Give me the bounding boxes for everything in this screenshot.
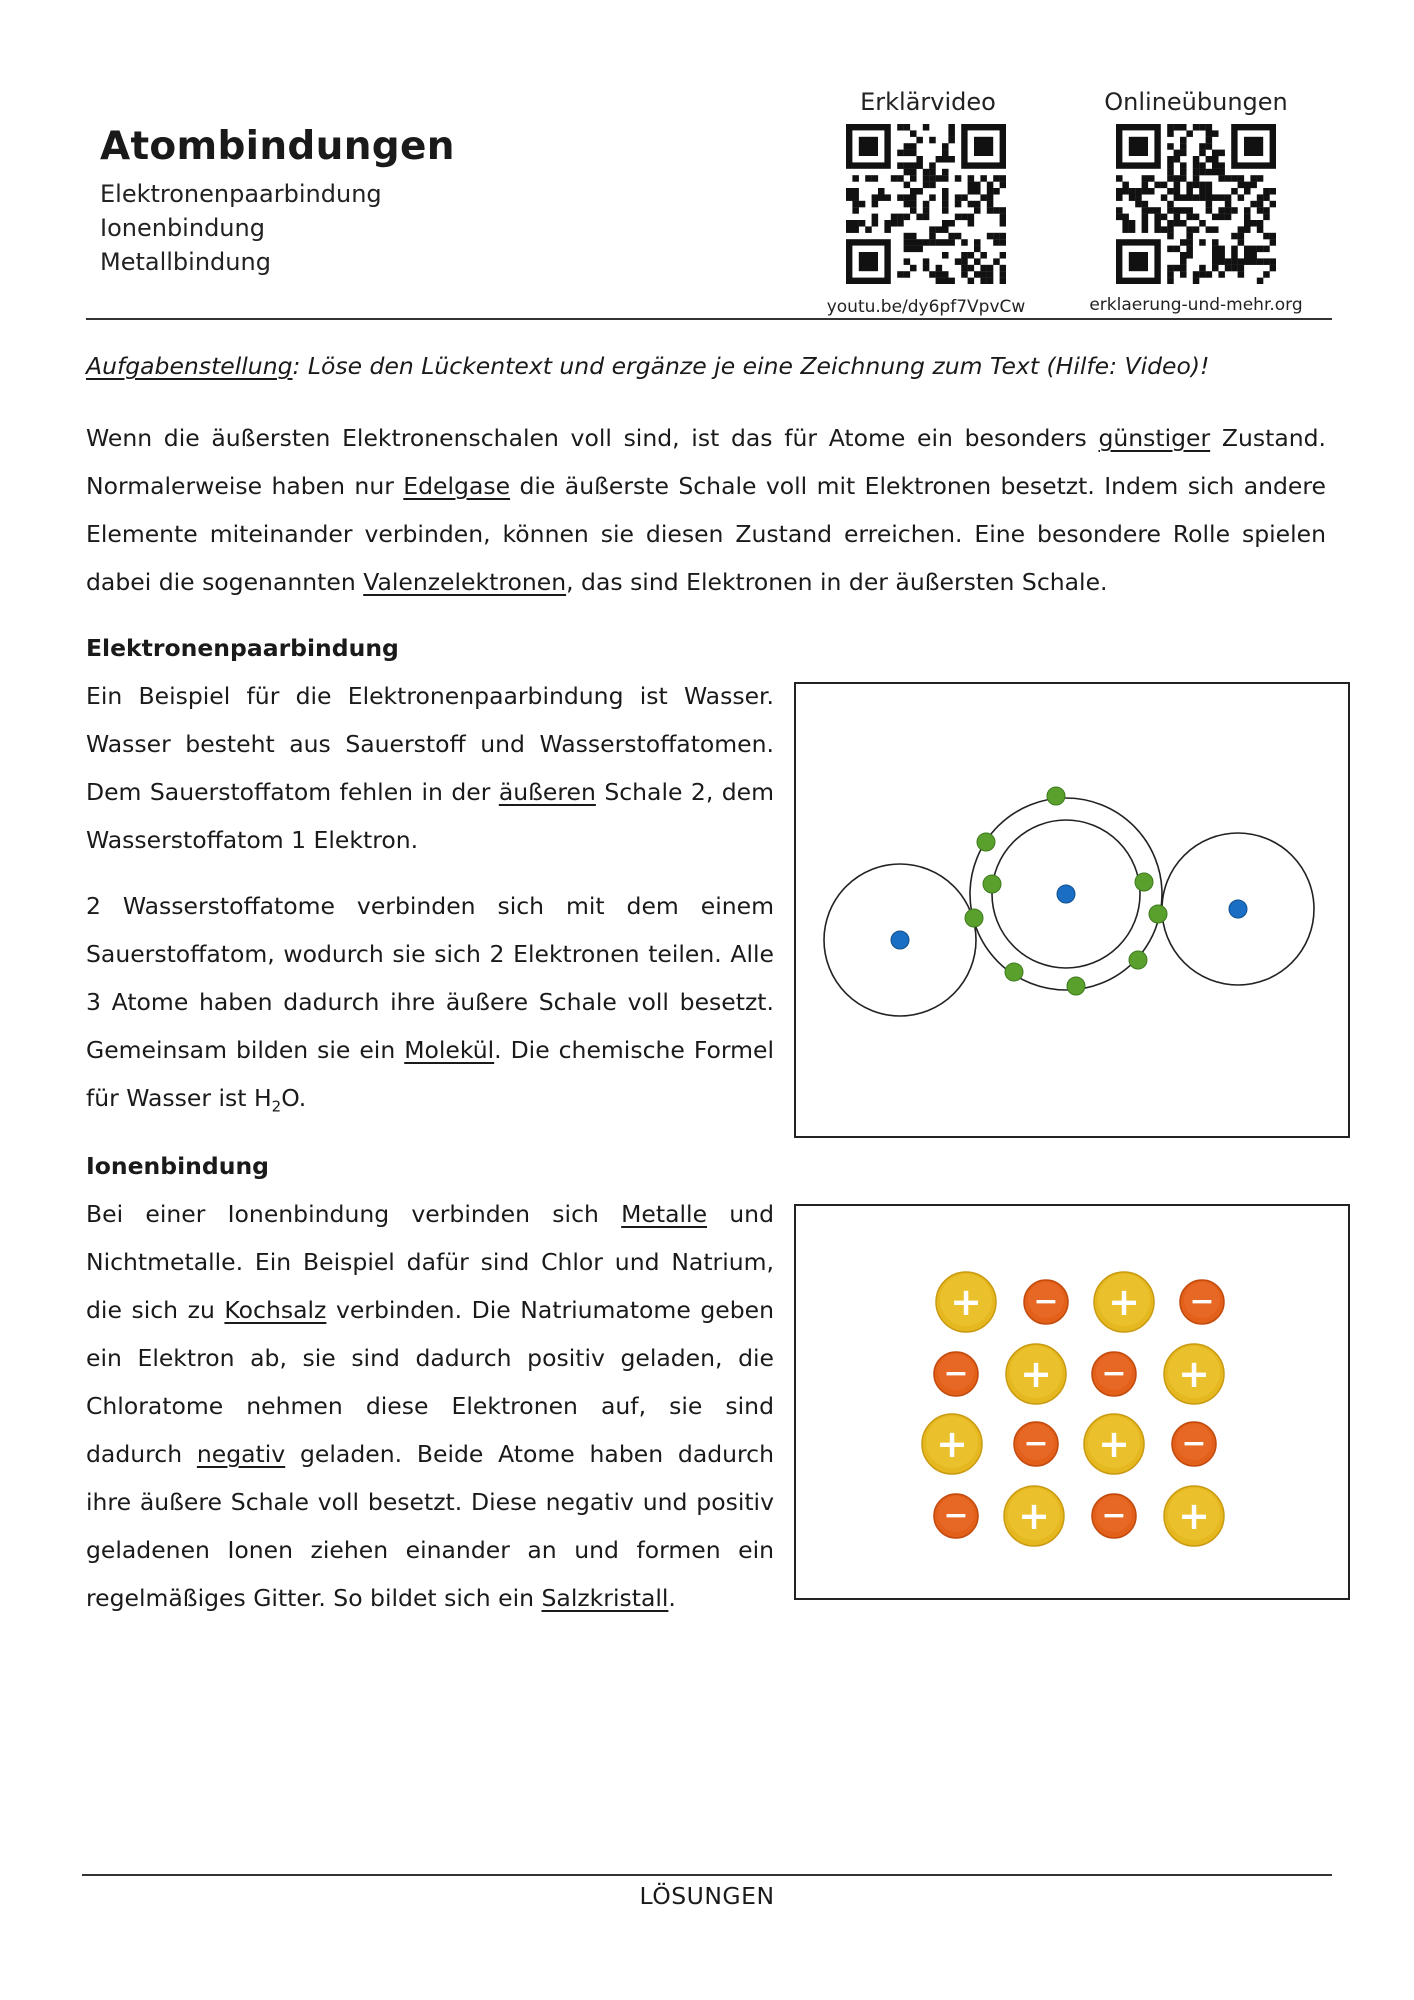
minus-charge-symbol: − <box>1101 1356 1127 1391</box>
task-label: Aufgabenstellung <box>86 352 293 380</box>
answer-molekuel: Molekül <box>404 1036 495 1064</box>
header-divider <box>86 318 1332 320</box>
text: Bei einer Ionenbindung verbinden sich <box>86 1200 622 1228</box>
electron <box>1047 787 1065 805</box>
text: Schale 2, dem Wasserstoffatom 1 Elektron. <box>86 778 774 854</box>
exercises-qr-code[interactable] <box>1116 124 1276 284</box>
plus-charge-symbol: + <box>1178 1352 1210 1396</box>
task-text: : Löse den Lückentext und ergänze je eine Zeichnung zum Text (Hilfe: Video)! <box>292 352 1210 380</box>
intro-paragraph <box>86 414 1326 606</box>
plus-charge-symbol: + <box>1178 1494 1210 1538</box>
text: geladen. Beide Atome haben dadurch ihre äußere Schale voll besetzt. Diese negativ und positiv geladenen Ionen ziehen einander an und formen ein regelmäßiges Gitter. So bildet sich ein <box>86 1440 774 1612</box>
video-label: Erklärvideo <box>860 88 996 116</box>
text: . Die chemische Formel für Wasser ist H <box>86 1036 774 1112</box>
text: Ein Beispiel für die Elektronenpaarbindung ist Wasser. Wasser besteht aus Sauerstoff und Wasserstoffatomen. Dem Sauerstoffatom fehlen in der <box>86 682 774 806</box>
minus-charge-symbol: − <box>1023 1426 1049 1461</box>
covalent-paragraph-1 <box>86 672 774 864</box>
text: die äußerste Schale voll mit Elektronen besetzt. Indem sich andere Elemente miteinander verbinden, können sie diesen Zustand erreichen. Eine besondere Rolle spielen dabei die sogenannten <box>86 472 1326 596</box>
text: Zustand. Normalerweise haben nur <box>86 424 1327 500</box>
section-heading-ionic: Ionenbindung <box>86 1152 269 1180</box>
chloride-anion <box>1014 1422 1058 1466</box>
answer-metalle: Metalle <box>621 1200 708 1228</box>
ionic-paragraph <box>86 1190 774 1622</box>
plus-charge-symbol: + <box>936 1422 968 1466</box>
subtitle-covalent: Elektronenpaarbindung <box>100 180 382 208</box>
sodium-cation <box>1094 1272 1154 1332</box>
chloride-anion <box>1092 1352 1136 1396</box>
text: Wenn die äußersten Elektronenschalen voll sind, ist das für Atome ein besonders <box>86 424 1099 452</box>
exercises-label: Onlineübungen <box>1104 88 1288 116</box>
text: verbinden. Die Natriumatome geben ein Elektron ab, sie sind dadurch positiv geladen, die Chloratome nehmen diese Elektronen auf, sie sind dadurch <box>86 1296 774 1468</box>
footer-label: LÖSUNGEN <box>639 1882 775 1910</box>
minus-charge-symbol: − <box>943 1356 969 1391</box>
subtitle-metallic: Metallbindung <box>100 248 271 276</box>
answer-valenzelektronen: Valenzelektronen <box>363 568 567 596</box>
subtitle-ionic: Ionenbindung <box>100 214 265 242</box>
sodium-cation <box>1006 1344 1066 1404</box>
water-molecule-diagram <box>796 684 1348 1136</box>
sodium-cation <box>922 1414 982 1474</box>
electron <box>1149 905 1167 923</box>
sodium-cation <box>1084 1414 1144 1474</box>
minus-charge-symbol: − <box>1181 1426 1207 1461</box>
text: 2 Wasserstoffatome verbinden sich mit dem einem Sauerstoffatom, wodurch sie sich 2 Elektronen teilen. Alle 3 Atome haben dadurch ihre äußere Schale voll besetzt. Gemeinsam bilden sie ein <box>86 892 774 1064</box>
plus-charge-symbol: + <box>1018 1494 1050 1538</box>
answer-kochsalz: Kochsalz <box>224 1296 327 1324</box>
minus-charge-symbol: − <box>1189 1284 1215 1319</box>
text: O. <box>281 1084 307 1112</box>
answer-guenstiger: günstiger <box>1098 424 1211 452</box>
plus-charge-symbol: + <box>1108 1280 1140 1324</box>
page-title: Atombindungen <box>100 124 455 169</box>
exercises-url[interactable]: erklaerung-und-mehr.org <box>1089 295 1303 315</box>
plus-charge-symbol: + <box>1020 1352 1052 1396</box>
answer-negativ: negativ <box>196 1440 286 1468</box>
text: . <box>668 1584 676 1612</box>
video-qr-code[interactable] <box>846 124 1006 284</box>
salt-crystal-drawing-box[interactable] <box>794 1204 1350 1600</box>
sodium-cation <box>1164 1344 1224 1404</box>
electron <box>1129 951 1147 969</box>
answer-aeusseren: äußeren <box>498 778 596 806</box>
answer-salzkristall: Salzkristall <box>541 1584 669 1612</box>
chloride-anion <box>934 1352 978 1396</box>
chloride-anion <box>1092 1494 1136 1538</box>
atom-nucleus <box>1057 885 1075 903</box>
sodium-cation <box>1164 1486 1224 1546</box>
salt-crystal-lattice-diagram <box>796 1206 1348 1598</box>
electron <box>977 833 995 851</box>
electron <box>1005 963 1023 981</box>
sodium-cation <box>936 1272 996 1332</box>
electron <box>965 909 983 927</box>
water-molecule-drawing-box[interactable] <box>794 682 1350 1138</box>
task-instruction <box>86 352 1209 380</box>
electron <box>1135 873 1153 891</box>
covalent-paragraph-2 <box>86 882 774 1131</box>
plus-charge-symbol: + <box>1098 1422 1130 1466</box>
answer-edelgase: Edelgase <box>403 472 511 500</box>
atom-nucleus <box>1229 900 1247 918</box>
atom-nucleus <box>891 931 909 949</box>
chloride-anion <box>1024 1280 1068 1324</box>
chloride-anion <box>1172 1422 1216 1466</box>
electron <box>983 875 1001 893</box>
minus-charge-symbol: − <box>1101 1498 1127 1533</box>
footer-divider <box>82 1874 1332 1876</box>
section-heading-covalent: Elektronenpaarbindung <box>86 634 399 662</box>
text: und Nichtmetalle. Ein Beispiel dafür sind Chlor und Natrium, die sich zu <box>86 1200 774 1324</box>
minus-charge-symbol: − <box>943 1498 969 1533</box>
video-url[interactable]: youtu.be/dy6pf7VpvCw <box>826 297 1026 317</box>
sodium-cation <box>1004 1486 1064 1546</box>
text: , das sind Elektronen in der äußersten Schale. <box>566 568 1108 596</box>
chloride-anion <box>934 1494 978 1538</box>
minus-charge-symbol: − <box>1033 1284 1059 1319</box>
plus-charge-symbol: + <box>950 1280 982 1324</box>
subscript: 2 <box>271 1097 282 1116</box>
electron <box>1067 977 1085 995</box>
chloride-anion <box>1180 1280 1224 1324</box>
